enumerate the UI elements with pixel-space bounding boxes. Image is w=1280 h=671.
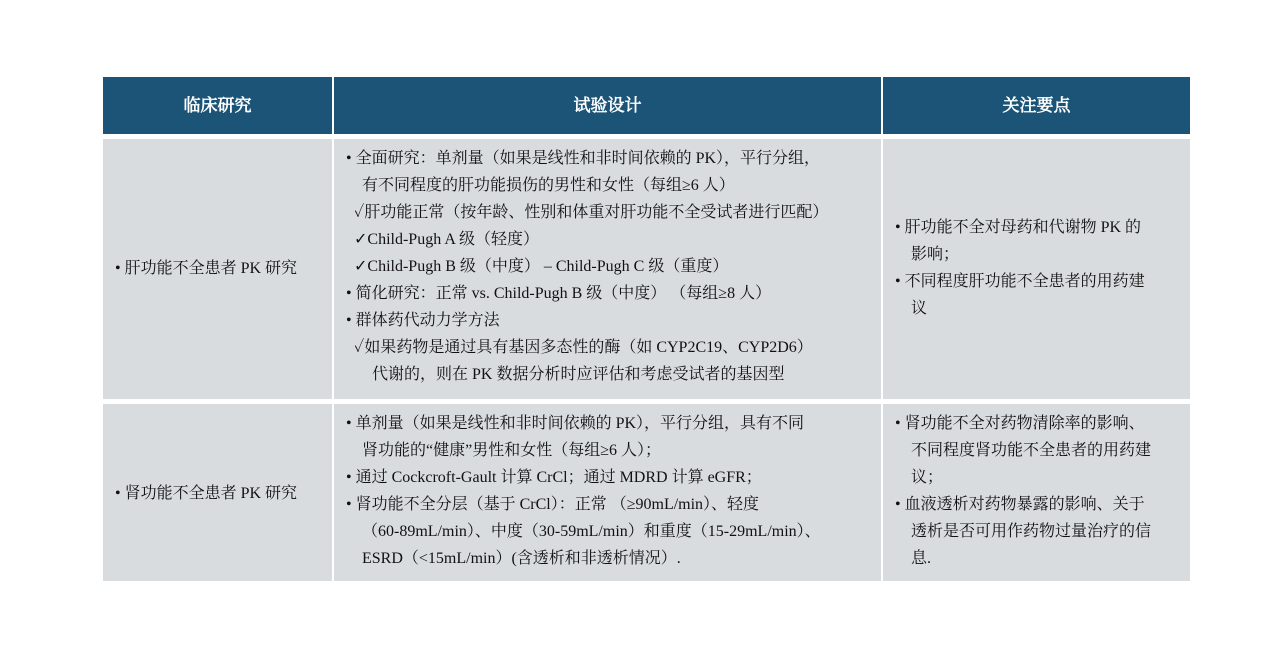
- focus-line: • 血液透析对药物暴露的影响、关于: [895, 496, 1145, 513]
- header-clinical-study: 临床研究: [183, 96, 252, 115]
- design-cell: [334, 139, 881, 399]
- design-line: • 简化研究：正常 vs. Child-Pugh B 级（中度） （每组≥8 人）: [346, 285, 772, 302]
- design-line: • 群体药代动力学方法: [346, 312, 500, 329]
- design-line: ESRD（<15mL/min）(含透析和非透析情况）.: [362, 550, 681, 567]
- study-name: • 肝功能不全患者 PK 研究: [115, 260, 298, 277]
- focus-cell: [883, 404, 1190, 581]
- study-cell: [103, 404, 332, 581]
- design-line: • 通过 Cockcroft-Gault 计算 CrCl；通过 MDRD 计算 eGFR；: [346, 469, 762, 486]
- focus-line: 议: [911, 300, 928, 317]
- focus-line: 透析是否可用作药物过量治疗的信: [911, 523, 1152, 540]
- focus-line: 息.: [911, 550, 932, 567]
- design-line: ✓肝功能正常（按年龄、性别和体重对肝功能不全受试者进行匹配）: [354, 204, 829, 221]
- design-line: ✓Child-Pugh A 级（轻度）: [354, 231, 539, 248]
- focus-line: 议；: [911, 469, 944, 486]
- design-line: • 单剂量（如果是线性和非时间依赖的 PK），平行分组，具有不同: [346, 415, 805, 432]
- table-row: [103, 139, 1190, 399]
- focus-line: • 不同程度肝功能不全患者的用药建: [895, 273, 1145, 290]
- design-cell: [334, 404, 881, 581]
- design-line: （60-89mL/min）、中度（30-59mL/min）和重度（15-29mL/min）、: [362, 523, 821, 540]
- design-line: 代谢的，则在 PK 数据分析时应评估和考虑受试者的基因型: [372, 366, 785, 383]
- design-line: 肾功能的“健康”男性和女性（每组≥6 人）；: [362, 442, 661, 459]
- focus-cell: [883, 139, 1190, 399]
- header-trial-design: 试验设计: [573, 96, 642, 115]
- focus-line: • 肝功能不全对母药和代谢物 PK 的: [895, 219, 1142, 236]
- design-line: ✓如果药物是通过具有基因多态性的酶（如 CYP2C19、CYP2D6）: [354, 339, 813, 356]
- header-key-points: 关注要点: [1002, 96, 1071, 115]
- table-header: [103, 77, 1190, 134]
- study-name: • 肾功能不全患者 PK 研究: [115, 485, 298, 502]
- design-line: • 全面研究：单剂量（如果是线性和非时间依赖的 PK），平行分组，: [346, 150, 821, 167]
- study-cell: [103, 139, 332, 399]
- table-row: [103, 404, 1190, 581]
- design-line: • 肾功能不全分层（基于 CrCl）：正常 （≥90mL/min）、轻度: [346, 496, 760, 513]
- design-line: 有不同程度的肝功能损伤的男性和女性（每组≥6 人）: [362, 177, 735, 194]
- design-line: ✓Child-Pugh B 级（中度） – Child-Pugh C 级（重度）: [354, 258, 729, 275]
- focus-line: 不同程度肾功能不全患者的用药建: [911, 442, 1152, 459]
- focus-line: 影响；: [911, 246, 960, 263]
- focus-line: • 肾功能不全对药物清除率的影响、: [895, 415, 1145, 432]
